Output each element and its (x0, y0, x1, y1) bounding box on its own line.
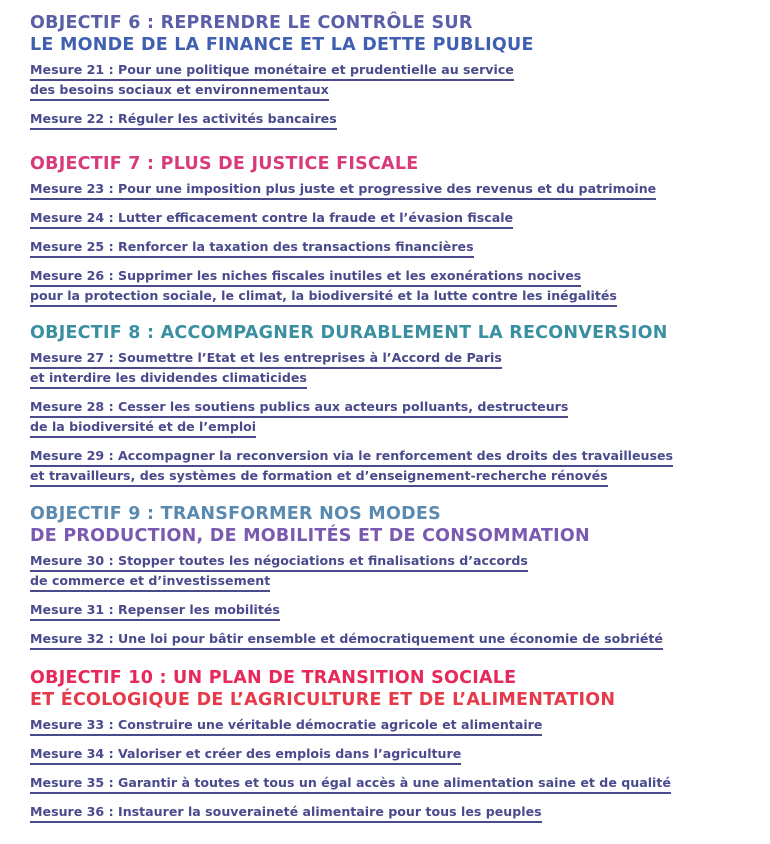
objective-9-measures (30, 553, 750, 651)
objective-10-title-line: ET ÉCOLOGIQUE DE L’AGRICULTURE ET DE L’ALIMENTATION (30, 690, 616, 710)
objective-8-title-line: OBJECTIF 8 : ACCOMPAGNER DURABLEMENT LA RECONVERSION (30, 323, 668, 343)
objective-6-section (30, 12, 750, 140)
measure-32-text: Mesure 32 : Une loi pour bâtir ensemble et démocratiquement une économie de sobriété (30, 631, 663, 646)
objective-9-title-line: DE PRODUCTION, DE MOBILITÉS ET DE CONSOMMATION (30, 526, 590, 546)
measure-32-link[interactable] (30, 631, 750, 651)
measure-33-text: Mesure 33 : Construire une véritable démocratie agricole et alimentaire (30, 717, 543, 732)
measure-22-text: Mesure 22 : Réguler les activités bancaires (30, 111, 337, 126)
measure-28-link[interactable] (30, 399, 750, 439)
objective-6-title (30, 12, 750, 56)
measure-23-text: Mesure 23 : Pour une imposition plus juste et progressive des revenus et du patrimoine (30, 181, 657, 196)
measure-29-link[interactable] (30, 448, 750, 488)
measure-36-link[interactable] (30, 804, 750, 824)
objective-9-section (30, 503, 750, 660)
measure-25-link[interactable] (30, 239, 750, 259)
measure-28-text-line-2: de la biodiversité et de l’emploi (30, 419, 257, 434)
measure-24-text: Mesure 24 : Lutter efficacement contre la fraude et l’évasion fiscale (30, 210, 514, 225)
measure-31-link[interactable] (30, 602, 750, 622)
measure-26-text-line-2: pour la protection sociale, le climat, la biodiversité et la lutte contre les inégalités (30, 288, 617, 303)
measure-35-link[interactable] (30, 775, 750, 795)
measure-24-link[interactable] (30, 210, 750, 230)
measure-26-text-line-1: Mesure 26 : Supprimer les niches fiscales inutiles et les exonérations nocives (30, 268, 582, 283)
measure-21-link[interactable] (30, 62, 750, 102)
objective-10-section (30, 667, 750, 833)
objective-6-title-line: OBJECTIF 6 : REPRENDRE LE CONTRÔLE SUR (30, 13, 473, 33)
measure-21-text-line-1: Mesure 21 : Pour une politique monétaire et prudentielle au service (30, 62, 514, 77)
measure-30-text-line-1: Mesure 30 : Stopper toutes les négociations et finalisations d’accords (30, 553, 528, 568)
objective-9-title (30, 503, 750, 547)
measure-30-link[interactable] (30, 553, 750, 593)
objective-10-title-line: OBJECTIF 10 : UN PLAN DE TRANSITION SOCIALE (30, 668, 517, 688)
objective-8-title (30, 322, 750, 344)
objective-7-title-line: OBJECTIF 7 : PLUS DE JUSTICE FISCALE (30, 154, 419, 174)
measure-22-link[interactable] (30, 111, 750, 131)
measure-31-text: Mesure 31 : Repenser les mobilités (30, 602, 280, 617)
objective-9-title-line: OBJECTIF 9 : TRANSFORMER NOS MODES (30, 504, 441, 524)
objective-7-measures (30, 181, 750, 308)
objective-7-section (30, 153, 750, 317)
measure-27-text-line-2: et interdire les dividendes climaticides (30, 370, 307, 385)
measure-34-link[interactable] (30, 746, 750, 766)
measure-36-text: Mesure 36 : Instaurer la souveraineté alimentaire pour tous les peuples (30, 804, 542, 819)
measure-21-text-line-2: des besoins sociaux et environnementaux (30, 82, 329, 97)
measure-26-link[interactable] (30, 268, 750, 308)
objective-7-title (30, 153, 750, 175)
objective-8-measures (30, 350, 750, 488)
measure-23-link[interactable] (30, 181, 750, 201)
measure-33-link[interactable] (30, 717, 750, 737)
measure-27-text-line-1: Mesure 27 : Soumettre l’Etat et les entreprises à l’Accord de Paris (30, 350, 502, 365)
objective-6-measures (30, 62, 750, 131)
measure-35-text: Mesure 35 : Garantir à toutes et tous un égal accès à une alimentation saine et de qualité (30, 775, 671, 790)
objective-10-measures (30, 717, 750, 824)
measure-34-text: Mesure 34 : Valoriser et créer des emplois dans l’agriculture (30, 746, 462, 761)
objective-6-title-line: LE MONDE DE LA FINANCE ET LA DETTE PUBLIQUE (30, 35, 534, 55)
measure-29-text-line-2: et travailleurs, des systèmes de formation et d’enseignement-recherche rénovés (30, 468, 608, 483)
measure-28-text-line-1: Mesure 28 : Cesser les soutiens publics aux acteurs polluants, destructeurs (30, 399, 569, 414)
measure-25-text: Mesure 25 : Renforcer la taxation des transactions financières (30, 239, 474, 254)
objective-8-section (30, 322, 750, 497)
measure-27-link[interactable] (30, 350, 750, 390)
objective-10-title (30, 667, 750, 711)
measure-29-text-line-1: Mesure 29 : Accompagner la reconversion via le renforcement des droits des travailleuses (30, 448, 674, 463)
measure-30-text-line-2: de commerce et d’investissement (30, 573, 271, 588)
